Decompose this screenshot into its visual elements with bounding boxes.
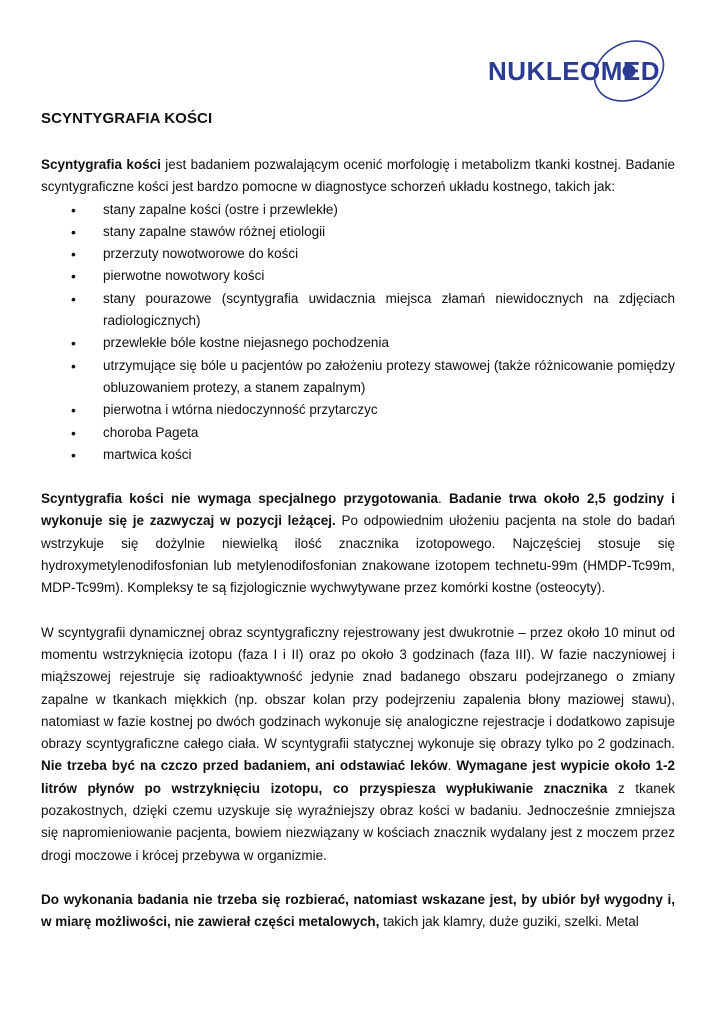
bullet-icon: • (71, 246, 76, 263)
conditions-list (41, 199, 675, 467)
list-item: • stany zapalne kości (ostre i przewlekłe) (41, 199, 675, 221)
list-item: • przewlekłe bóle kostne niejasnego pochodzenia (41, 332, 675, 354)
bullet-icon: • (71, 201, 76, 218)
nukleomed-logo (484, 34, 702, 106)
intro-paragraph (41, 154, 675, 199)
list-item: • stany zapalne stawów różnej etiologii (41, 221, 675, 243)
document-body (41, 154, 675, 934)
bullet-icon: • (71, 402, 76, 419)
bullet-icon: • (71, 335, 76, 352)
bullet-icon: • (71, 290, 76, 307)
list-item: • pierwotne nowotwory kości (41, 265, 675, 287)
list-item: • przerzuty nowotworowe do kości (41, 243, 675, 265)
bullet-icon: • (71, 424, 76, 441)
bullet-icon: • (71, 357, 76, 374)
list-item: • stany pourazowe (scyntygrafia uwidacznia miejsca złamań niewidocznych na zdjęciach radiologicznych) (41, 288, 675, 333)
bullet-icon: • (71, 223, 76, 240)
list-item: • martwica kości (41, 444, 675, 466)
list-item: • pierwotna i wtórna niedoczynność przytarczyc (41, 399, 675, 421)
logo-text: NUKLEOMED (488, 56, 661, 86)
bullet-icon: • (71, 268, 76, 285)
page-title: SCYNTYGRAFIA KOŚCI (41, 110, 213, 127)
dynamic-scintigraphy-paragraph: W scyntygrafii dynamicznej obraz scyntygraficzny rejestrowany jest dwukrotnie – przez około 10 minut od momentu wstrzyknięcia izotopu (faza I i II) oraz po około 3 godzinach (faza III). W fazie naczyniowej i miąższowej rejestruje się radioaktywność jedynie znad badanego obszaru podejrzanego o zmiany zapalne w tkankach miękkich (np. obszar kolan przy podejrzeniu zapalenia błony maziowej stawu), natomiast w fazie kostnej po dwóch godzinach wykonuje się analogiczne rejestracje i dodatkowo zapisuje obrazy scyntygraficzne całego ciała. W scyntygrafii statycznej wykonuje się obrazy tylko po 2 godzinach. Nie trzeba być na czczo przed badaniem, ani odstawiać leków. Wymagane jest wypicie około 1-2 litrów płynów po wstrzyknięciu izotopu, co przyspiesza wypłukiwanie znacznika z tkanek pozakostnych, dzięki czemu uzyskuje się wyraźniejszy obraz kości w badaniu. Jednocześnie zmniejsza się napromieniowanie pacjenta, bowiem niezwiązany w kościach znacznik wydalany jest z moczem przez drogi moczowe i krócej przebywa w organizmie. (41, 624, 676, 863)
clothing-paragraph: Do wykonania badania nie trzeba się rozbierać, natomiast wskazane jest, by ubiór był wygodny i, w miarę możliwości, nie zawierał części metalowych, takich jak klamry, duże guziki, szelki. Metal (41, 891, 675, 930)
intro-text: jest badaniem pozwalającym ocenić morfologię i metabolizm tkanki kostnej. Badanie scyntygraficzne kości jest bardzo pomocne w diagnostyce schorzeń układu kostnego, takich jak: (41, 157, 675, 195)
list-item: • utrzymujące się bóle u pacjentów po założeniu protezy stawowej (także różnicowanie pomiędzy obluzowaniem protezy, a stanem zapalnym) (41, 355, 675, 400)
intro-bold: Scyntygrafia kości (41, 157, 161, 172)
preparation-paragraph: Scyntygrafia kości nie wymaga specjalnego przygotowania. Badanie trwa około 2,5 godziny i wykonuje się je zazwyczaj w pozycji leżącej. Po odpowiednim ułożeniu pacjenta na stole do badań wstrzykuje się dożylnie niewielką ilość znacznika izotopowego. Najczęściej stosuje się hydroxymetylenodifosfonian lub metylenodifosfonian znakowane izotopem technetu-99m (HMDP-Tc99m, MDP-Tc99m). Kompleksy te są fizjologicznie wychwytywane przez komórki kostne (osteocyty). (41, 491, 675, 596)
list-item: • choroba Pageta (41, 422, 675, 444)
bullet-icon: • (71, 446, 76, 463)
